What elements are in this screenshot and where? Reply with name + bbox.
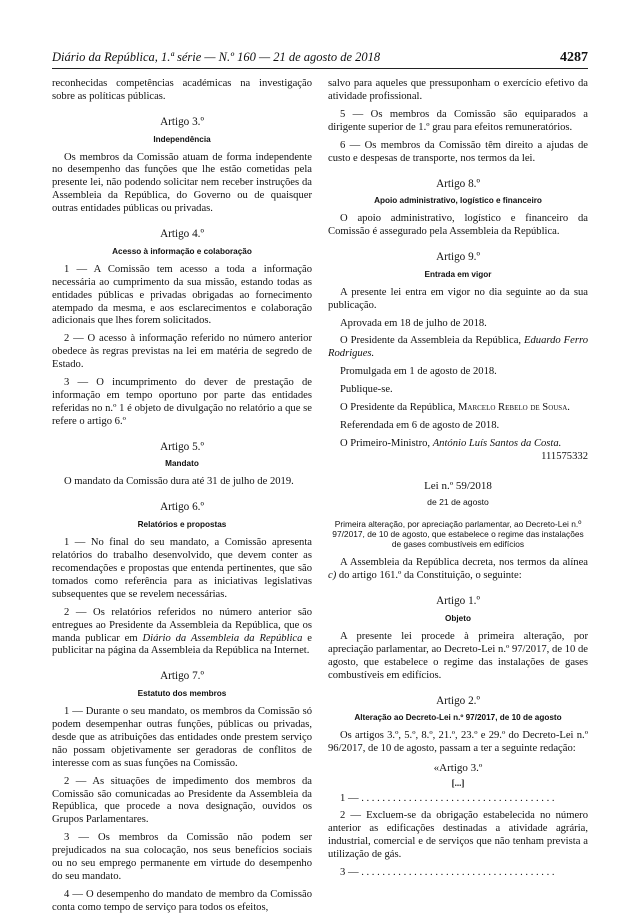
referendum-date: Referendada em 6 de agosto de 2018. bbox=[340, 420, 500, 432]
paragraph bbox=[328, 557, 588, 583]
text-columns bbox=[52, 78, 589, 913]
page-number: 4287 bbox=[560, 50, 588, 65]
article-heading: Artigo 2.º bbox=[436, 694, 480, 707]
text-run: do artigo 161.º da Constituição, o seguinte: bbox=[336, 570, 522, 582]
text-run: O Presidente da República, bbox=[340, 402, 458, 414]
signature-line bbox=[328, 335, 588, 361]
article-title: Entrada em vigor bbox=[424, 269, 492, 279]
paragraph: Os artigos 3.º, 5.º, 8.º, 21.º, 23.º e 29.º do Decreto-Lei n.º 96/2017, de 10 de agosto, passam a ter a seguinte redação: bbox=[328, 730, 588, 755]
signatory-name: Marcelo Rebelo de Sousa. bbox=[457, 402, 570, 414]
paragraph: salvo para aqueles que pressuponham o exercício efetivo da atividade profissional. bbox=[328, 78, 588, 102]
text-run: O Primeiro-Ministro, bbox=[340, 437, 433, 449]
paragraph: 5 — Os membros da Comissão são equiparados a dirigente superior de 1.º grau para efeitos remuneratórios. bbox=[328, 108, 588, 133]
paragraph: 1 — A Comissão tem acesso a toda a informação necessária ao cumprimento da sua missão, estando todas as entidades públicas e privadas obrigadas ao fornecimento atempado da mesma, e aos esclarecimentos e colaboração adicionais que lhes forem solicitados. bbox=[52, 263, 312, 327]
article-heading: Artigo 4.º bbox=[160, 228, 204, 241]
right-column bbox=[328, 78, 588, 898]
elided-paragraph: 3 — . . . . . . . . . . . . . . . . . . . . . . . . . . . . . . . . . . . . . bbox=[340, 867, 555, 879]
paragraph: 2 — Excluem-se da obrigação estabelecida no número anterior as edificações destinadas a atividade agrária, industrial, comercial e de serviços que não tenham prevista a utilização de gás. bbox=[328, 810, 588, 861]
paragraph: 1 — No final do seu mandato, a Comissão apresenta relatórios do trabalho desenvolvido, que devem conter as recomendações e propostas que entenda pertinentes, que são tomados como referência para as iniciativas legislativas subsequentes que se revelem necessárias. bbox=[52, 537, 312, 600]
paragraph: 2 — O acesso à informação referido no número anterior obedece às regras previstas na lei em matéria de segredo de Estado. bbox=[52, 333, 312, 371]
article-heading: Artigo 7.º bbox=[160, 670, 204, 683]
article-title: Objeto bbox=[445, 613, 471, 623]
promulgation-date: Promulgada em 1 de agosto de 2018. bbox=[340, 366, 497, 378]
signature-line bbox=[328, 402, 588, 415]
article-heading: Artigo 6.º bbox=[160, 501, 204, 514]
paragraph: O apoio administrativo, logístico e financeiro da Comissão é assegurado pela Assembleia da República. bbox=[328, 213, 588, 238]
paragraph: A presente lei entra em vigor no dia seguinte ao da sua publicação. bbox=[328, 286, 588, 311]
signatory-name: António Luís Santos da Costa. bbox=[432, 437, 562, 449]
signatory-name: Eduardo Ferro Rodrigues. bbox=[328, 335, 589, 360]
text-run: e publicitar na página da Assembleia da República na Internet. bbox=[52, 632, 312, 657]
article-heading: Artigo 1.º bbox=[436, 595, 480, 608]
paragraph bbox=[52, 607, 312, 659]
publication-name: Diário da Assembleia da República bbox=[142, 632, 303, 644]
text-run: O Presidente da Assembleia da República, bbox=[340, 335, 525, 347]
paragraph: 4 — O desempenho do mandato de membro da Comissão conta como tempo de serviço para todos os efeitos, bbox=[52, 889, 312, 913]
page-header bbox=[52, 46, 588, 69]
approval-date: Aprovada em 18 de julho de 2018. bbox=[340, 317, 487, 329]
paragraph: A presente lei procede à primeira alteração, por apreciação parlamentar, ao Decreto-Lei n.º 97/2017, de 10 de agosto, que estabelece o regime das instalações de gases combustíveis em edifícios. bbox=[328, 630, 588, 681]
text-run: 2 — Os relatórios referidos no número anterior são entregues ao Presidente da Assembleia da República, que os manda publicar em bbox=[52, 606, 312, 644]
elided-paragraph: 1 — . . . . . . . . . . . . . . . . . . . . . . . . . . . . . . . . . . . . . bbox=[340, 792, 555, 804]
article-title: Estatuto dos membros bbox=[137, 689, 227, 699]
publish-order: Publique-se. bbox=[340, 384, 393, 396]
quoted-article-heading: «Artigo 3.º bbox=[433, 762, 483, 775]
quoted-article-tag: [...] bbox=[451, 777, 465, 788]
law-title: Lei n.º 59/2018 bbox=[424, 479, 492, 492]
article-title: Apoio administrativo, logístico e financeiro bbox=[374, 196, 542, 206]
paragraph: 3 — Os membros da Comissão não podem ser prejudicados na sua colocação, nos seus benefícios sociais ou no seu emprego permanente em virtude do desempenho do seu mandato. bbox=[52, 832, 312, 883]
signature-line bbox=[328, 438, 588, 451]
article-title: Independência bbox=[153, 134, 211, 144]
text-run: c) bbox=[328, 570, 337, 582]
paragraph: 2 — As situações de impedimento dos membros da Comissão são comunicadas ao Presidente da Assembleia da República, que procede a nova designação, ouvidos os Grupos Parlamentares. bbox=[52, 775, 312, 826]
article-title: Mandato bbox=[165, 459, 199, 469]
article-title: Alteração ao Decreto-Lei n.º 97/2017, de 10 de agosto bbox=[354, 713, 562, 723]
law-summary: Primeira alteração, por apreciação parlamentar, ao Decreto-Lei n.º 97/2017, de 10 de agosto, que estabelece o regime das instalações de gases combustíveis em edifícios bbox=[332, 518, 584, 549]
paragraph: O mandato da Comissão dura até 31 de julho de 2019. bbox=[64, 476, 294, 488]
journal-title: Diário da República, 1.ª série — N.º 160 — 21 de agosto de 2018 bbox=[52, 50, 381, 64]
article-heading: Artigo 5.º bbox=[160, 440, 204, 453]
text-run: A Assembleia da República decreta, nos termos da alínea bbox=[340, 557, 588, 569]
paragraph: 6 — Os membros da Comissão têm direito a ajudas de custo e despesas de transporte, nos termos da lei. bbox=[328, 139, 588, 164]
law-date: de 21 de agosto bbox=[427, 497, 489, 508]
article-heading: Artigo 8.º bbox=[436, 177, 480, 190]
paragraph: 1 — Durante o seu mandato, os membros da Comissão só podem desempenhar outras funções, públicas ou privadas, desde que as atribuições das entidades onde prestem serviço não possam objetivamente ser geradoras de conflitos de interesse com as suas funções na Comissão. bbox=[52, 706, 312, 769]
article-heading: Artigo 3.º bbox=[160, 115, 204, 128]
left-column bbox=[52, 78, 312, 913]
paragraph: Os membros da Comissão atuam de forma independente no desempenho das funções que lhe estão cometidas pela presente lei, não podendo solicitar nem receber instruções da Assembleia da República, do Governo ou de quaisquer outras entidades públicas ou privadas. bbox=[52, 151, 312, 215]
article-title: Acesso à informação e colaboração bbox=[112, 246, 252, 256]
paragraph: reconhecidas competências académicas na investigação sobre as políticas públicas. bbox=[52, 78, 312, 102]
document-number: 111575332 bbox=[541, 450, 588, 462]
article-heading: Artigo 9.º bbox=[436, 251, 480, 264]
article-title: Relatórios e propostas bbox=[137, 520, 227, 530]
paragraph: 3 — O incumprimento do dever de prestação de informação em tempo oportuno por parte das entidades referidas no n.º 1 é objeto de divulgação no relatório a que se refere o artigo 6.º bbox=[52, 377, 312, 427]
